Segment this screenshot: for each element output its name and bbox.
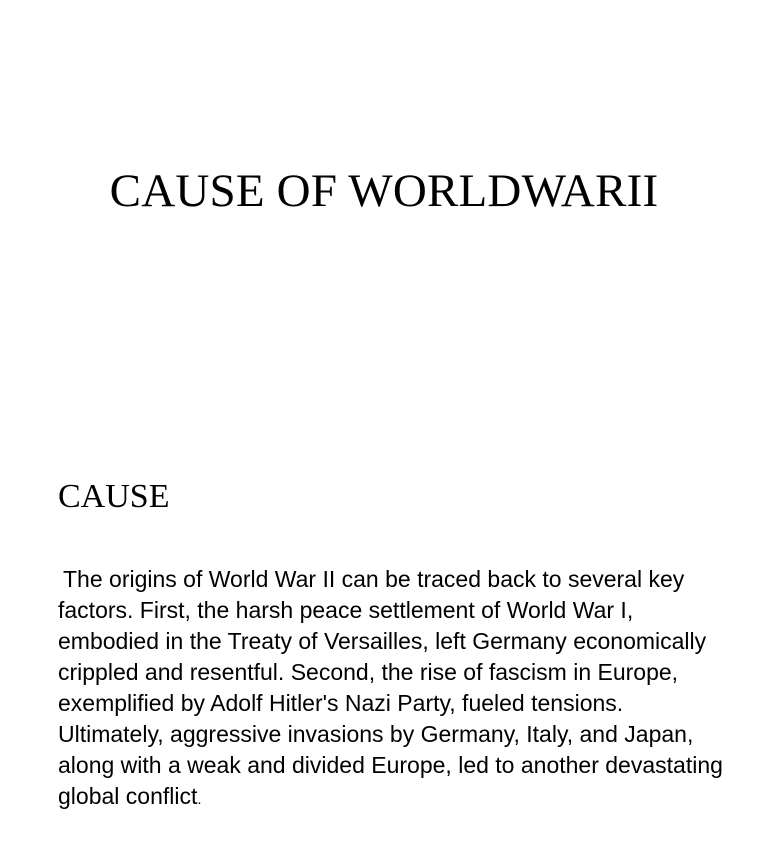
paragraph-period: . (197, 791, 202, 808)
body-paragraph (58, 564, 734, 815)
section-heading: CAUSE (58, 478, 170, 515)
document-title: CAUSE OF WORLDWARII (109, 165, 659, 217)
paragraph-text: The origins of World War II can be traced back to several key factors. First, the harsh peace settlement of World War I, embodied in the Treaty of Versailles, left Germany economically crippled and resentful. Second, the rise of fascism in Europe, exemplified by Adolf Hitler's Nazi Party, fueled tensions. Ultimately, aggressive invasions by Germany, Italy, and Japan, along with a weak and divided Europe, led to another devastating global conflict (58, 566, 723, 809)
